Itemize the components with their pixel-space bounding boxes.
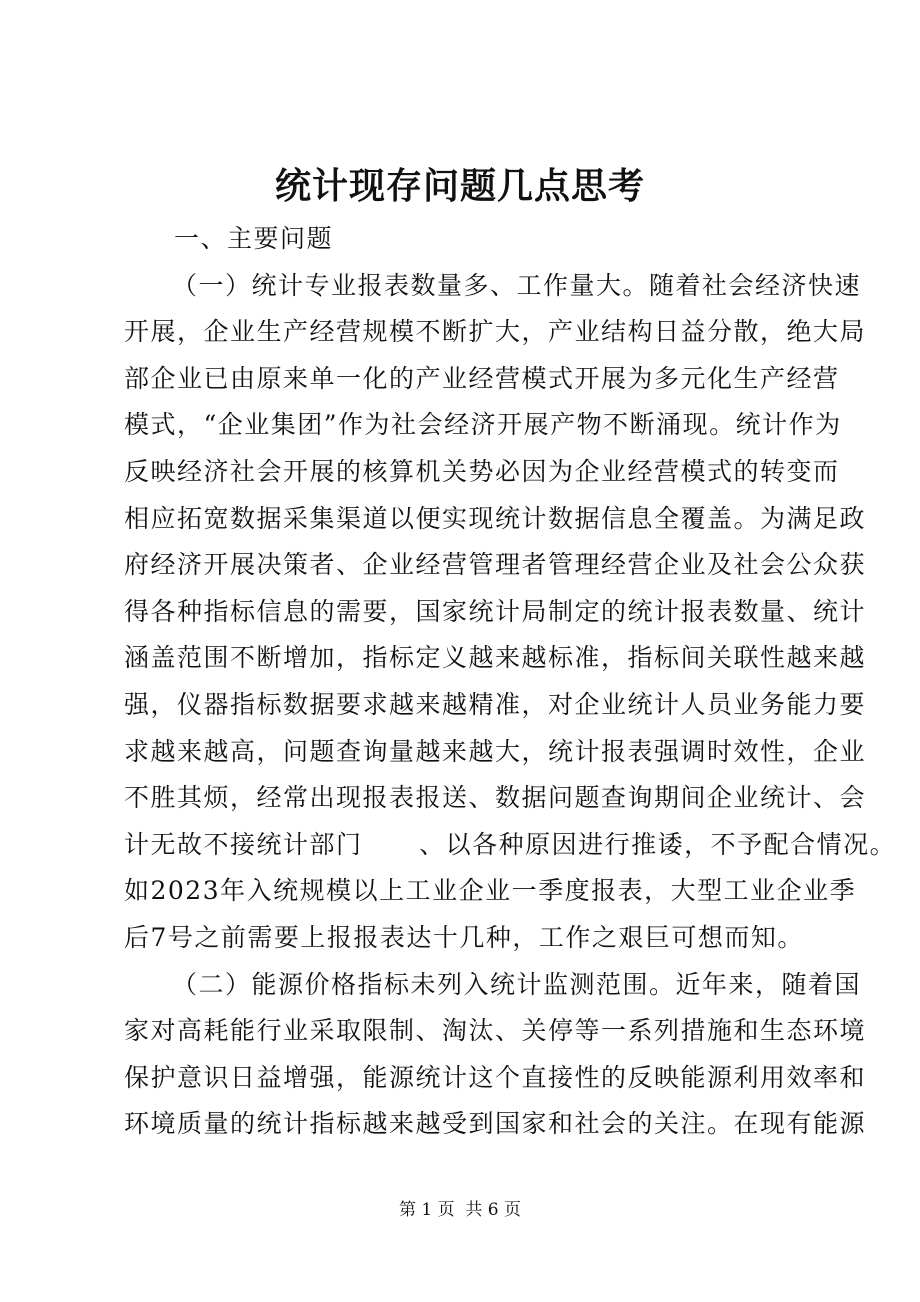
paragraph-line: 反映经济社会开展的核算机关势必因为企业经营模式的转变而 xyxy=(124,456,840,486)
paragraph-line: （二）能源价格指标未列入统计监测范围。近年来，随着国 xyxy=(172,969,862,999)
paragraph-line: 保护意识日益增强，能源统计这个直接性的反映能源利用效率和 xyxy=(124,1062,867,1092)
paragraph-line: 环境质量的统计指标越来越受到国家和社会的关注。在现有能源 xyxy=(124,1109,867,1139)
paragraph-2 xyxy=(124,962,867,1148)
paragraph-line: 强，仪器指标数据要求越来越精准，对企业统计人员业务能力要 xyxy=(124,689,867,719)
page-footer: 第 1 页 共 6 页 xyxy=(398,1200,522,1220)
paragraph-line: 涵盖范围不断增加，指标定义越来越标准，指标间关联性越来越 xyxy=(124,643,867,673)
document-body xyxy=(124,216,897,1148)
paragraph-line: 如2023年入统规模以上工业企业一季度报表，大型工业企业季 xyxy=(124,876,857,906)
paragraph-line: 开展，企业生产经营规模不断扩大，产业结构日益分散，绝大局 xyxy=(124,317,867,347)
paragraph-1 xyxy=(124,263,897,962)
document-title: 统计现存问题几点思考 xyxy=(274,165,645,207)
paragraph-line: 府经济开展决策者、企业经营管理者管理经营企业及社会公众获 xyxy=(124,550,867,580)
paragraph-line: （一）统计专业报表数量多、工作量大。随着社会经济快速 xyxy=(172,270,862,300)
paragraph-line: 求越来越高，问题查询量越来越大，统计报表强调时效性，企业 xyxy=(124,736,867,766)
paragraph-line: 相应拓宽数据采集渠道以便实现统计数据信息全覆盖。为满足政 xyxy=(124,503,867,533)
paragraph-line: 得各种指标信息的需要，国家统计局制定的统计报表数量、统计 xyxy=(124,596,867,626)
paragraph-line: 部企业已由原来单一化的产业经营模式开展为多元化生产经营 xyxy=(124,363,840,393)
paragraph-line: 后7号之前需要上报报表达十几种，工作之艰巨可想而知。 xyxy=(124,922,804,952)
paragraph-line: 不胜其烦，经常出现报表报送、数据问题查询期间企业统计、会 xyxy=(124,783,867,813)
section-heading: 一、主要问题 xyxy=(174,224,334,253)
paragraph-line: 计无故不接统计部门 、以各种原因进行推诿，不予配合情况。 xyxy=(124,829,897,859)
paragraph-line: 家对高耗能行业采取限制、淘汰、关停等一系列措施和生态环境 xyxy=(124,1016,867,1046)
paragraph-line: 模式，“企业集团”作为社会经济开展产物不断涌现。统计作为 xyxy=(124,410,842,440)
